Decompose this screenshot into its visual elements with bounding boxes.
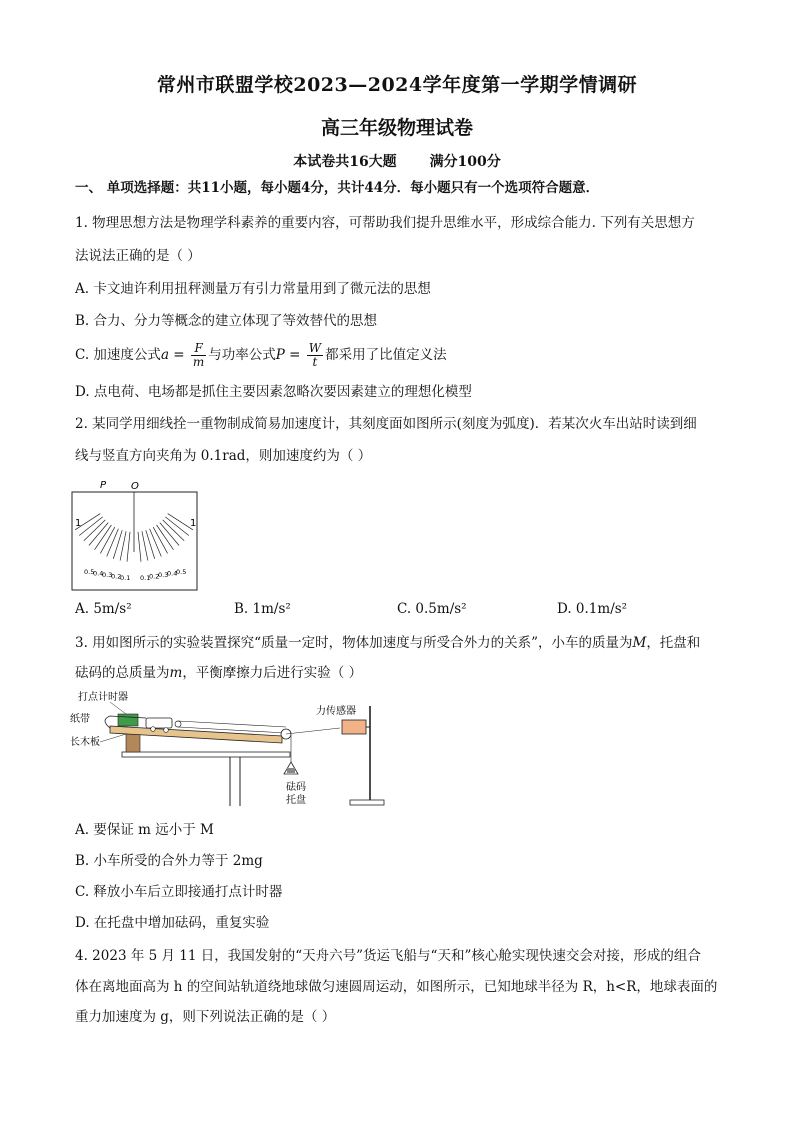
weights xyxy=(287,768,295,773)
accelerometer-dial-figure xyxy=(70,478,200,592)
dial-ray xyxy=(120,531,126,560)
q1-option-c xyxy=(75,339,447,371)
dial-ray xyxy=(138,532,141,562)
q1-stem-line1: 1. 物理思想方法是物理学科素养的重要内容，可帮助我们提升思维水平，形成综合能力. 下列有关思想方 xyxy=(75,215,695,231)
dial-tick-label: 0.3 xyxy=(158,571,169,579)
label-board: 长木板 xyxy=(70,737,100,748)
q1-c-post: 都采用了比值定义法 xyxy=(325,347,447,363)
leader-timer xyxy=(110,702,126,714)
q1-c-mid: 与功率公式 xyxy=(208,347,276,363)
q3-line2-pre: 砝码的总质量为 xyxy=(75,665,170,681)
dial-tick-labels xyxy=(84,568,186,582)
cart-wheel-right xyxy=(164,728,169,733)
dial-ray xyxy=(113,530,122,559)
dial-ray xyxy=(142,531,148,560)
dial-tick-label: 0.1 xyxy=(140,574,151,582)
q1-option-a: A. 卡文迪许利用扭秤测量万有引力常量用到了微元法的思想 xyxy=(75,281,431,297)
q2-stem-line1: 2. 某同学用细线拴一重物制成简易加速度计，其刻度面如图所示(刻度为弧度)．若某次火车出站时读到细 xyxy=(75,416,697,432)
force-sensor xyxy=(342,720,366,734)
q3-line1-mass: M xyxy=(632,635,647,651)
string-upper xyxy=(178,721,286,727)
q1-c-den1: m xyxy=(192,355,205,369)
q2-option-d: D. 0.1m/s² xyxy=(557,601,628,617)
dial-tick-label: 0.3 xyxy=(102,571,113,579)
timer-box xyxy=(118,714,138,726)
q3-option-b: B. 小车所受的合外力等于 2mg xyxy=(75,853,263,869)
stand-base xyxy=(350,800,384,805)
dial-label-right-1: 1 xyxy=(190,518,197,529)
q3-option-a: A. 要保证 m 远小于 M xyxy=(75,822,214,838)
q1-option-b: B. 合力、分力等概念的建立体现了等效替代的思想 xyxy=(75,313,378,329)
page-subtitle: 高三年级物理试卷 xyxy=(320,117,473,139)
q1-c-prefix: C. 加速度公式 xyxy=(75,347,161,363)
q1-c-a: a xyxy=(160,347,169,363)
total-score: 满分100分 xyxy=(429,154,501,170)
dial-tick-label: 0.5 xyxy=(84,568,95,576)
dial-tick-label: 0.4 xyxy=(93,569,104,578)
label-sensor: 力传感器 xyxy=(316,706,356,717)
q1-c-num1: F xyxy=(191,342,206,356)
q3-stem-line2 xyxy=(75,663,362,683)
q3-option-c: C. 释放小车后立即接通打点计时器 xyxy=(75,884,283,900)
dial-tick-label: 0.1 xyxy=(120,574,131,582)
dial-tick-label: 0.4 xyxy=(167,569,178,578)
q1-stem-line2: 法说法正确的是（ ） xyxy=(75,248,201,264)
dial-ray xyxy=(107,529,119,557)
q1-option-d: D. 点电荷、电场都是抓住主要因素忽略次要因素建立的理想化模型 xyxy=(75,384,472,400)
q1-c-den2: t xyxy=(312,355,318,369)
fraction-w-over-t xyxy=(307,342,323,369)
q3-option-d: D. 在托盘中增加砝码，重复实验 xyxy=(75,915,270,931)
q1-c-num2: W xyxy=(308,341,322,355)
q2-option-b: B. 1m/s² xyxy=(234,601,291,617)
string-to-sensor xyxy=(286,728,340,734)
leader-board xyxy=(100,734,126,742)
table-top xyxy=(122,752,290,757)
q3-line1-text: 3. 用如图所示的实验装置探究“质量一定时，物体加速度与所受合外力的关系”，小车的质量为 xyxy=(75,635,633,651)
q4-stem-line2: 体在离地面高为 h 的空间站轨道绕地球做匀速圆周运动，如图所示，已知地球半径为 R，h<R，地球表面的 xyxy=(75,979,718,995)
page-title: 常州市联盟学校2023—2024学年度第一学期学情调研 xyxy=(156,74,638,96)
q3-line2-mass: m xyxy=(169,665,183,681)
dial-tick-label: 0.5 xyxy=(176,568,187,576)
q4-stem-line3: 重力加速度为 g，则下列说法正确的是（ ） xyxy=(75,1009,336,1025)
exam-meta xyxy=(0,151,794,171)
dial-tick-label: 0.2 xyxy=(111,572,122,581)
q2-stem-line2: 线与竖直方向夹角为 0.1rad，则加速度约为（ ） xyxy=(75,448,372,464)
cart-wheel-left xyxy=(151,727,156,732)
section-heading: 一、 单项选择题：共11小题，每小题4分，共计44分．每小题只有一个选项符合题意． xyxy=(75,180,600,196)
cart xyxy=(146,718,172,728)
q1-c-eq2: = xyxy=(284,347,305,363)
experiment-apparatus-figure xyxy=(70,688,400,810)
label-tape: 纸带 xyxy=(70,714,90,725)
q4-stem-line1: 4. 2023 年 5 月 11 日，我国发射的“天舟六号”货运飞船与“天和”核心舱实现快速交会对接，形成的组合 xyxy=(75,948,701,964)
q1-c-p: P xyxy=(275,347,285,363)
dial-ray xyxy=(146,530,155,559)
fraction-f-over-m xyxy=(191,342,206,369)
dial-ray xyxy=(127,532,130,562)
question-count: 本试卷共16大题 xyxy=(293,154,397,170)
dial-ray xyxy=(150,529,162,557)
dial-label-p: P xyxy=(100,480,107,491)
label-weights: 砝码 xyxy=(286,782,306,793)
cart-pulley xyxy=(175,721,181,727)
dial-label-o: O xyxy=(131,481,139,492)
dial-tick-label: 0.2 xyxy=(149,572,160,581)
label-tray: 托盘 xyxy=(286,795,306,806)
q2-option-c: C. 0.5m/s² xyxy=(397,601,467,617)
q3-line1-end: ，托盘和 xyxy=(646,635,701,651)
q3-stem-line1 xyxy=(75,633,700,653)
label-timer: 打点计时器 xyxy=(78,692,128,703)
dial-label-left-1: 1 xyxy=(75,518,82,529)
q3-line2-post: ，平衡摩擦力后进行实验（ ） xyxy=(182,665,363,681)
q2-option-a: A. 5m/s² xyxy=(75,601,132,617)
q1-c-eq: = xyxy=(169,347,189,363)
